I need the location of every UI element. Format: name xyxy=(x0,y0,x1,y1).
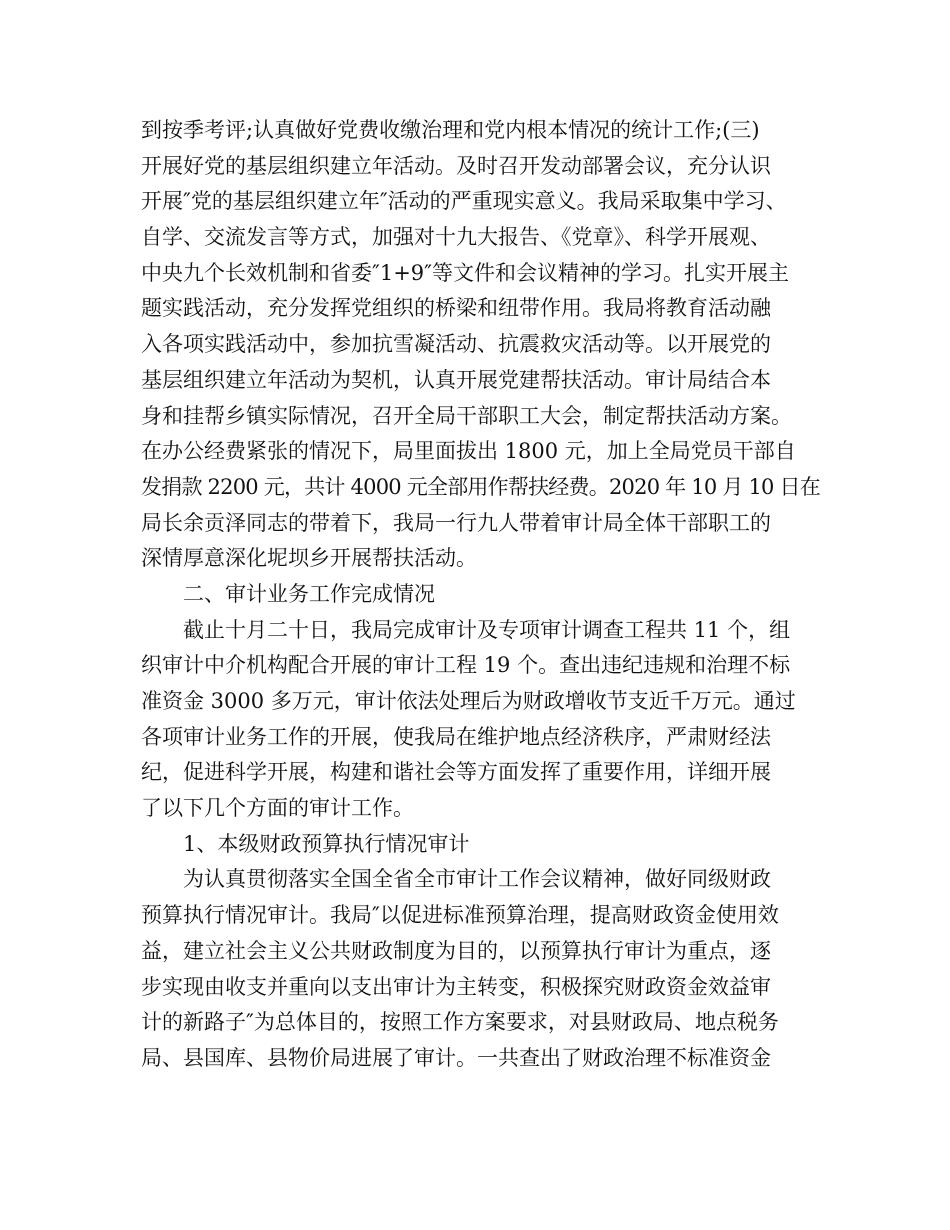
paragraph-line: 自学、交流发言等方式，加强对十九大报告、《党章》、科学开展观、 xyxy=(141,225,771,250)
paragraph-line-indented: 1、本级财政预算执行情况审计 xyxy=(183,831,470,856)
paragraph-line: 织审计中介机构配合开展的审计工程 19 个。查出违纪违规和治理不标 xyxy=(141,653,791,678)
paragraph-line-indented: 为认真贯彻落实全国全省全市审计工作会议精神，做好同级财政 xyxy=(183,867,771,892)
paragraph-line: 局长余贡泽同志的带着下，我局一行九人带着审计局全体干部职工的 xyxy=(141,510,771,535)
document-body xyxy=(141,113,821,1077)
paragraph-line: 题实践活动，充分发挥党组织的桥梁和纽带作用。我局将教育活动融 xyxy=(141,296,771,321)
paragraph-line: 基层组织建立年活动为契机，认真开展党建帮扶活动。审计局结合本 xyxy=(141,367,771,392)
paragraph-line: 计的新路子″为总体目的，按照工作方案要求，对县财政局、地点税务 xyxy=(141,1010,779,1035)
paragraph-line: 中央九个长效机制和省委″1+9″等文件和会议精神的学习。扎实开展主 xyxy=(141,260,790,285)
paragraph-line: 入各项实践活动中，参加抗雪凝活动、抗震救灾活动等。以开展党的 xyxy=(141,332,771,357)
paragraph-line: 身和挂帮乡镇实际情况，召开全局干部职工大会，制定帮扶活动方案。 xyxy=(141,403,792,428)
paragraph-line-indented: 二、审计业务工作完成情况 xyxy=(183,581,435,606)
paragraph-line: 开展″党的基层组织建立年″活动的严重现实意义。我局采取集中学习、 xyxy=(141,189,787,214)
paragraph-line: 开展好党的基层组织建立年活动。及时召开发动部署会议，充分认识 xyxy=(141,153,771,178)
paragraph-line: 到按季考评;认真做好党费收缴治理和党内根本情况的统计工作;(三) xyxy=(141,118,760,142)
paragraph-line: 纪，促进科学开展，构建和谐社会等方面发挥了重要作用，详细开展 xyxy=(141,760,771,785)
paragraph-line: 各项审计业务工作的开展，使我局在维护地点经济秩序，严肃财经法 xyxy=(141,724,771,749)
paragraph-line: 步实现由收支并重向以支出审计为主转变，积极探究财政资金效益审 xyxy=(141,974,771,999)
paragraph-line: 深情厚意深化坭坝乡开展帮扶活动。 xyxy=(141,546,477,571)
paragraph-line: 预算执行情况审计。我局″以促进标准预算治理，提高财政资金使用效 xyxy=(141,903,779,928)
paragraph-line: 局、县国库、县物价局进展了审计。一共查出了财政治理不标准资金 xyxy=(141,1045,771,1070)
paragraph-line: 益，建立社会主义公共财政制度为目的，以预算执行审计为重点，逐 xyxy=(141,938,771,963)
paragraph-line-indented: 截止十月二十日，我局完成审计及专项审计调查工程共 11 个，组 xyxy=(183,617,791,642)
paragraph-line: 在办公经费紧张的情况下，局里面拔出 1800 元，加上全局党员干部自 xyxy=(141,439,796,464)
paragraph-line: 了以下几个方面的审计工作。 xyxy=(141,796,414,821)
paragraph-line: 发捐款 2200 元，共计 4000 元全部用作帮扶经费。2020 年 10 月 10 日在 xyxy=(141,474,820,499)
paragraph-line: 准资金 3000 多万元，审计依法处理后为财政增收节支近千万元。通过 xyxy=(141,689,796,713)
